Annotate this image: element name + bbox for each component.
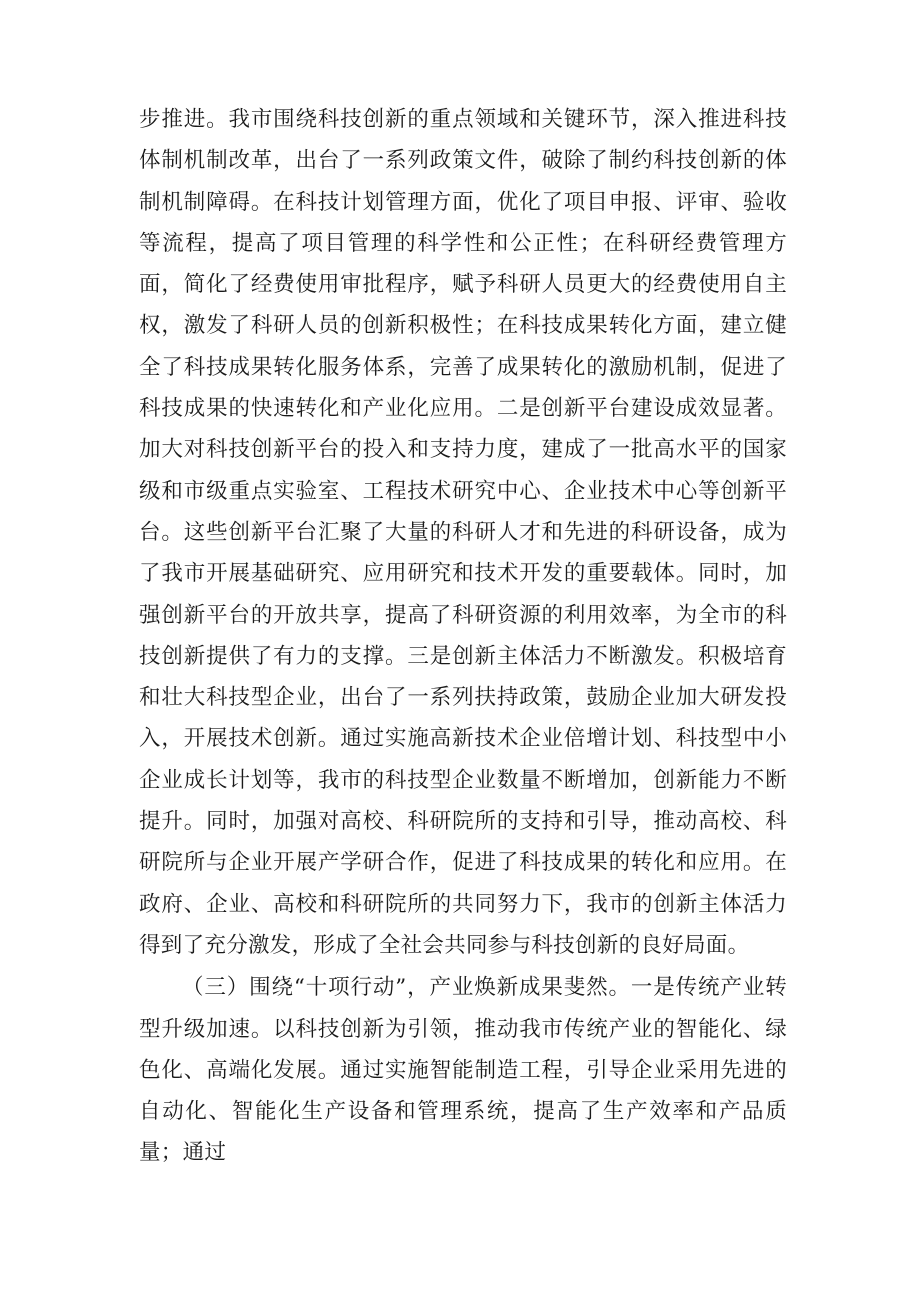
paragraph-continuation: 步推进。我市围绕科技创新的重点领域和关键环节，深入推进科技体制机制改革，出台了一系列政策文件，破除了制约科技创新的体制机制障碍。在科技计划管理方面，优化了项目申报、评审、验收等流程，提高了项目管理的科学性和公正性；在科研经费管理方面，简化了经费使用审批程序，赋予科研人员更大的经费使用自主权，激发了科研人员的创新积极性；在科技成果转化方面，建立健全了科技成果转化服务体系，完善了成果转化的激励机制，促进了科技成果的快速转化和产业化应用。二是创新平台建设成效显著。加大对科技创新平台的投入和支持力度，建成了一批高水平的国家级和市级重点实验室、工程技术研究中心、企业技术中心等创新平台。这些创新平台汇聚了大量的科研人才和先进的科研设备，成为了我市开展基础研究、应用研究和技术开发的重要载体。同时，加强创新平台的开放共享，提高了科研资源的利用效率，为全市的科技创新提供了有力的支撑。三是创新主体活力不断激发。积极培育和壮大科技型企业，出台了一系列扶持政策，鼓励企业加大研发投入，开展技术创新。通过实施高新技术企业倍增计划、科技型中小企业成长计划等，我市的科技型企业数量不断增加，创新能力不断提升。同时，加强对高校、科研院所的支持和引导，推动高校、科研院所与企业开展产学研合作，促进了科技成果的转化和应用。在政府、企业、高校和科研院所的共同努力下，我市的创新主体活力得到了充分激发，形成了全社会共同参与科技创新的良好局面。 xyxy=(139,107,787,958)
paragraph-section-three: （三）围绕“十项行动”，产业焕新成果斐然。一是传统产业转型升级加速。以科技创新为引领，推动我市传统产业的智能化、绿色化、高端化发展。通过实施智能制造工程，引导企业采用先进的自动化、智能化生产设备和管理系统，提高了生产效率和产品质量；通过 xyxy=(139,975,787,1166)
body-text xyxy=(139,99,787,1174)
